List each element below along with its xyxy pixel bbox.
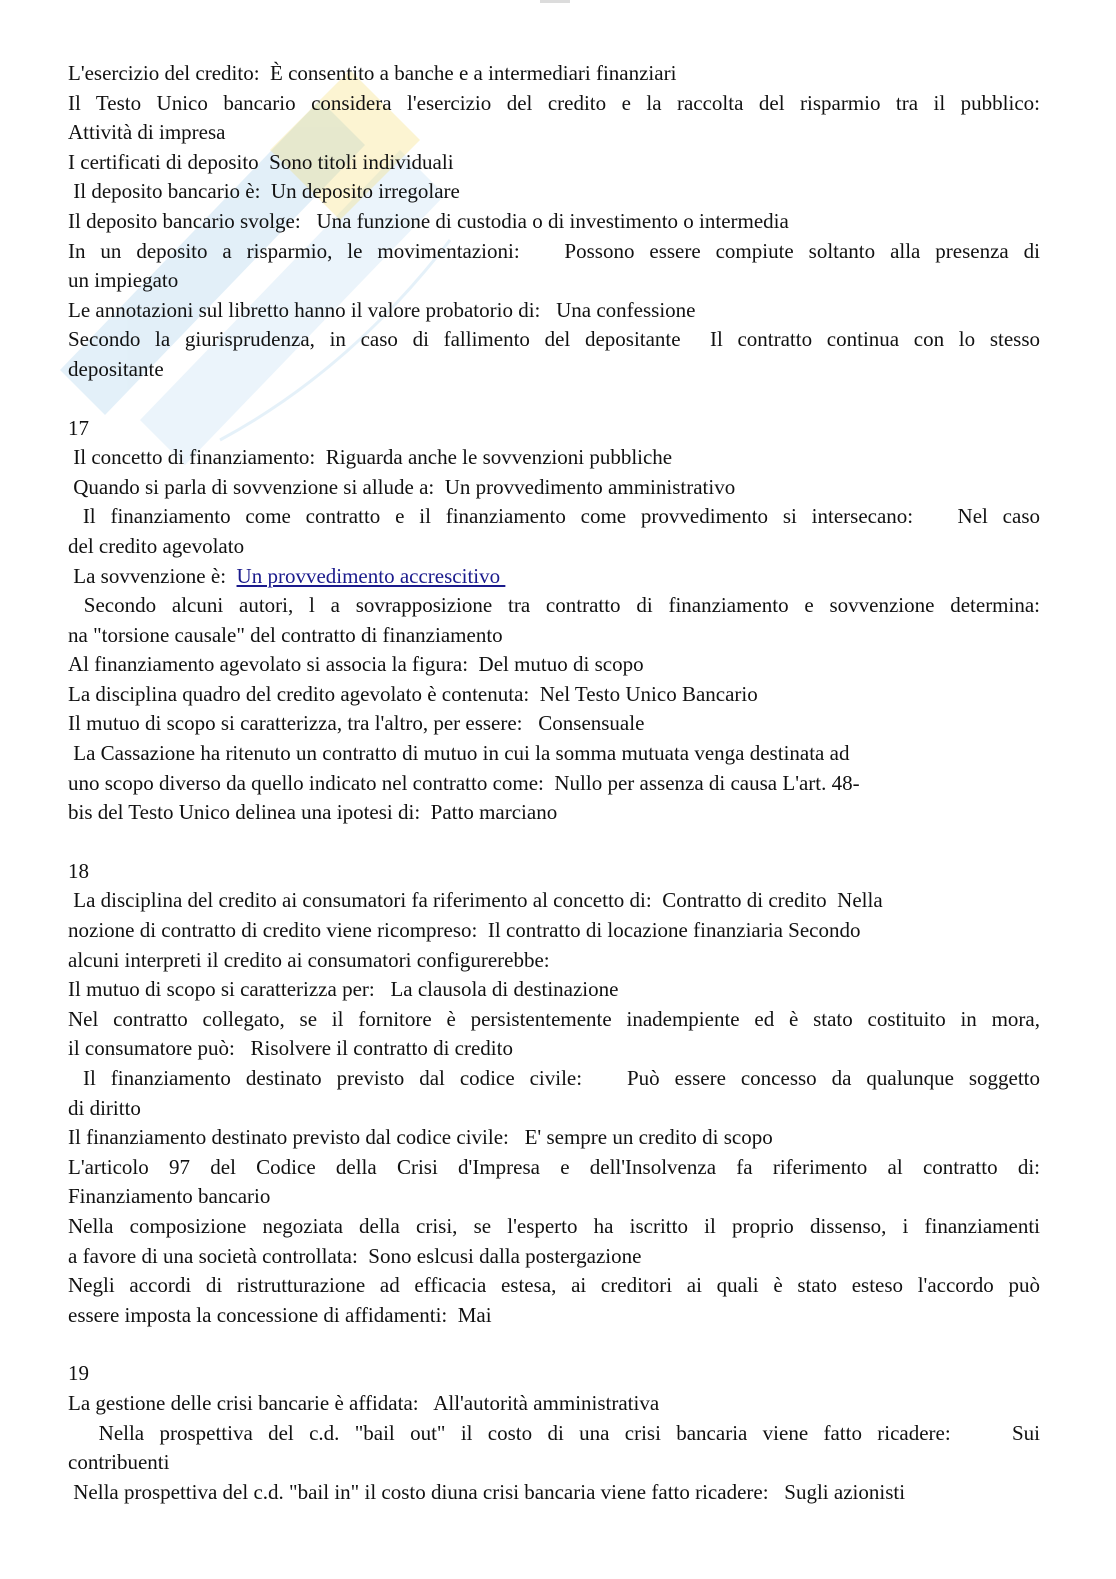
line-text: del credito agevolato (68, 533, 245, 558)
line-text: un impiegato (68, 268, 179, 293)
text-line (68, 1478, 1040, 1508)
line-text: Attività di impresa (68, 120, 226, 145)
text-line (68, 1419, 1040, 1449)
text-line (68, 1212, 1040, 1242)
line-text: Il finanziamento come contratto e il finanziamento come provvedimento si intersecano: Nel caso (68, 504, 1040, 529)
line-text: contribuenti (68, 1450, 170, 1475)
line-text: nozione di contratto di credito viene ricompreso: Il contratto di locazione finanziaria Secondo (68, 918, 861, 943)
line-text: Al finanziamento agevolato si associa la figura: Del mutuo di scopo (68, 652, 644, 677)
line-text: Quando si parla di sovvenzione si allude a: Un provvedimento amministrativo (68, 474, 736, 499)
text-line (68, 1301, 1040, 1331)
line-text: In un deposito a risparmio, le movimentazioni: Possono essere compiute soltanto alla presenza di (68, 238, 1040, 263)
text-line (68, 1123, 1040, 1153)
line-text: Il finanziamento destinato previsto dal codice civile: E' sempre un credito di scopo (68, 1125, 773, 1150)
text-line (68, 1153, 1040, 1183)
line-text: L'esercizio del credito: È consentito a banche e a intermediari finanziari (68, 61, 677, 85)
text-line (68, 502, 1040, 532)
text-line (68, 1448, 1040, 1478)
line-text: Le annotazioni sul libretto hanno il valore probatorio di: Una confessione (68, 297, 696, 322)
section-gap (68, 828, 1040, 857)
text-line (68, 296, 1040, 326)
text-line (68, 355, 1040, 385)
text-line (68, 1005, 1040, 1035)
line-text: Il mutuo di scopo si caratterizza, tra l'altro, per essere: Consensuale (68, 711, 645, 736)
line-text: La disciplina del credito ai consumatori fa riferimento al concetto di: Contratto di credito Nella (68, 888, 883, 913)
text-line (68, 207, 1040, 237)
text-line (68, 975, 1040, 1005)
answer-link[interactable]: Un provvedimento accrescitivo (236, 563, 506, 588)
line-text: depositante (68, 356, 164, 381)
text-line (68, 1182, 1040, 1212)
line-text: Secondo alcuni autori, l a sovrapposizione tra contratto di finanziamento e sovvenzione determina: (68, 593, 1041, 618)
text-line (68, 621, 1040, 651)
text-line (68, 177, 1040, 207)
text-line (68, 59, 1040, 89)
line-text: La disciplina quadro del credito agevolato è contenuta: Nel Testo Unico Bancario (68, 681, 758, 706)
text-line (68, 1242, 1040, 1272)
text-line (68, 680, 1040, 710)
document-body (68, 59, 1040, 1507)
text-line (68, 1389, 1040, 1419)
text-line (68, 266, 1040, 296)
line-text: Negli accordi di ristrutturazione ad efficacia estesa, ai creditori ai quali è stato esteso l'accordo può (68, 1273, 1040, 1298)
line-text: Secondo la giurisprudenza, in caso di fallimento del depositante Il contratto continua con lo stesso (68, 327, 1040, 352)
line-text: La Cassazione ha ritenuto un contratto di mutuo in cui la somma mutuata venga destinata ad (68, 741, 850, 766)
text-line (68, 886, 1040, 916)
line-text: di diritto (68, 1095, 141, 1120)
text-line (68, 325, 1040, 355)
line-text: La sovvenzione è: (68, 563, 237, 588)
line-text: Nella composizione negoziata della crisi, se l'esperto ha iscritto il proprio dissenso, i finanziamenti (68, 1213, 1040, 1238)
line-text: il consumatore può: Risolvere il contratto di credito (68, 1036, 513, 1061)
text-line (68, 709, 1040, 739)
text-line (68, 591, 1040, 621)
line-text: Il finanziamento destinato previsto dal codice civile: Può essere concesso da qualunque soggetto (68, 1066, 1041, 1090)
section-number: 19 (68, 1361, 89, 1386)
text-line (68, 443, 1040, 473)
text-line (68, 1094, 1040, 1124)
text-line (68, 473, 1040, 503)
text-line (68, 532, 1040, 562)
line-text: I certificati di deposito Sono titoli individuali (68, 149, 454, 174)
line-text: Il Testo Unico bancario considera l'esercizio del credito e la raccolta del risparmio tra il pubblico: (68, 90, 1040, 115)
line-text: na "torsione causale" del contratto di finanziamento (68, 622, 503, 647)
text-line (68, 148, 1040, 178)
text-line (68, 946, 1040, 976)
line-text: Il deposito bancario è: Un deposito irregolare (68, 179, 460, 204)
line-text: Il deposito bancario svolge: Una funzione di custodia o di investimento o intermedia (68, 208, 789, 233)
header-mark (540, 0, 570, 3)
text-line (68, 562, 1040, 592)
text-line (68, 916, 1040, 946)
text-line (68, 89, 1040, 119)
line-text: Nella prospettiva del c.d. "bail in" il costo diuna crisi bancaria viene fatto ricadere: Sugli azionisti (68, 1479, 906, 1504)
text-line (68, 237, 1040, 267)
line-text: bis del Testo Unico delinea una ipotesi di: Patto marciano (68, 800, 558, 825)
text-line (68, 1271, 1040, 1301)
section-number: 18 (68, 858, 89, 883)
text-line (68, 1034, 1040, 1064)
line-text: La gestione delle crisi bancarie è affidata: All'autorità amministrativa (68, 1390, 660, 1415)
line-text: Il mutuo di scopo si caratterizza per: La clausola di destinazione (68, 977, 619, 1002)
line-text: a favore di una società controllata: Sono eslcusi dalla postergazione (68, 1243, 642, 1268)
line-text: essere imposta la concessione di affidamenti: Mai (68, 1302, 492, 1327)
section-gap (68, 1330, 1040, 1359)
text-line (68, 739, 1040, 769)
line-text: Nella prospettiva del c.d. "bail out" il costo di una crisi bancaria viene fatto ricadere: Sui (68, 1420, 1041, 1445)
text-line (68, 798, 1040, 828)
line-text: Il concetto di finanziamento: Riguarda anche le sovvenzioni pubbliche (68, 445, 673, 470)
line-text: Finanziamento bancario (68, 1184, 271, 1209)
text-line (68, 769, 1040, 799)
line-text: uno scopo diverso da quello indicato nel contratto come: Nullo per assenza di causa L'art. 48- (68, 770, 860, 795)
section-number: 17 (68, 415, 89, 440)
line-text: Nel contratto collegato, se il fornitore è persistentemente inadempiente ed è stato costituito in mora, (68, 1006, 1040, 1031)
text-line (68, 1064, 1040, 1094)
line-text: L'articolo 97 del Codice della Crisi d'Impresa e dell'Insolvenza fa riferimento al contratto di: (68, 1154, 1040, 1179)
text-line (68, 650, 1040, 680)
text-line (68, 118, 1040, 148)
line-text: alcuni interpreti il credito ai consumatori configurerebbe: (68, 947, 550, 972)
section-gap (68, 385, 1040, 414)
